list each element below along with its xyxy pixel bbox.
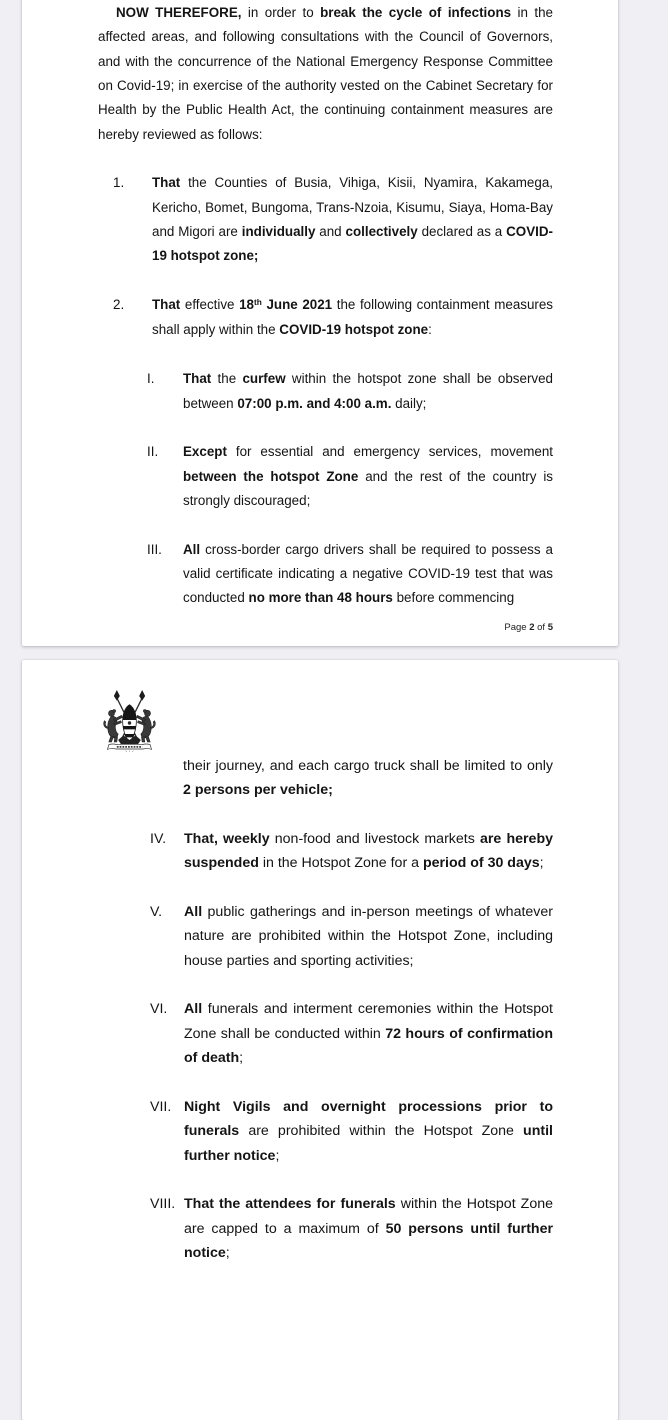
page-2-content	[22, 0, 618, 611]
text-segment: individually	[241, 224, 316, 240]
item-text	[183, 440, 553, 513]
item-text	[183, 367, 553, 416]
text-segment: Except	[183, 444, 227, 460]
text-segment: before commencing	[392, 590, 515, 606]
list-item-vii	[98, 1095, 553, 1168]
text-segment: the following containment measures shall apply within the	[152, 297, 554, 338]
text-segment: non-food and livestock markets	[269, 831, 480, 848]
text-segment: funerals and interment ceremonies within the Hotspot Zone shall be conducted within	[184, 1001, 553, 1042]
item-text	[152, 293, 553, 343]
text-segment: ;	[275, 1147, 280, 1164]
text-segment: 50 persons until further notice	[184, 1220, 553, 1261]
item-text	[184, 997, 553, 1070]
text-segment: are hereby suspended	[184, 831, 553, 872]
text-segment: 72 hours of confirmation of death	[184, 1025, 553, 1067]
text-segment: All	[184, 904, 203, 921]
list-marker: VI.	[150, 1001, 168, 1018]
list-item-1	[98, 171, 553, 268]
text-segment: are prohibited within the Hotspot Zone	[239, 1123, 524, 1140]
document-page-2	[22, 0, 618, 646]
item-text	[184, 900, 553, 973]
item-text	[183, 538, 553, 611]
text-segment: 07:00 p.m. and 4:00 a.m.	[237, 395, 392, 411]
list-item-i	[98, 367, 553, 416]
text-segment: declared as a	[417, 224, 507, 240]
text-segment: in order to	[241, 5, 321, 20]
text-segment: That	[183, 371, 212, 387]
text-segment: That the attendees for funerals	[184, 1196, 396, 1213]
text-segment: 2	[529, 622, 535, 633]
text-segment: public gatherings and in-person meetings of whatever nature are prohibited within the Hotspot Zone, including house parties and sporting activities;	[184, 904, 553, 969]
text-segment: 5	[547, 622, 553, 633]
text-segment: NOW THEREFORE,	[116, 5, 242, 20]
list-item-iv	[98, 827, 553, 876]
list-marker: I.	[147, 371, 155, 387]
text-segment: cross-border cargo drivers shall be required to possess a valid certificate indicating a negative COVID-19 test that was conducted	[183, 541, 553, 606]
text-segment: ;	[539, 855, 544, 872]
text-segment: That, weekly	[184, 831, 270, 848]
text-segment: their journey, and each cargo truck shall be limited to only	[183, 758, 553, 774]
text-segment: COVID-19 hotspot zone;	[152, 224, 553, 264]
item-text	[184, 1192, 553, 1265]
list-marker: VII.	[150, 1098, 172, 1115]
text-segment: 18	[239, 297, 255, 313]
text-segment: within the Hotspot Zone are capped to a maximum of	[184, 1196, 553, 1237]
list-item-iii	[98, 538, 553, 611]
text-segment: Night Vigils and overnight processions prior to funerals	[184, 1098, 553, 1140]
text-segment: no more than 48 hours	[248, 590, 393, 606]
list-marker: III.	[147, 541, 162, 557]
list-item-vi	[98, 997, 553, 1070]
text-segment: th	[254, 297, 262, 308]
page-3-content	[22, 690, 618, 1265]
text-segment: 2 persons per vehicle;	[183, 782, 333, 799]
item-text	[152, 171, 553, 268]
text-segment: until further notice	[184, 1123, 553, 1164]
text-segment: effective	[180, 297, 240, 313]
text-segment: daily;	[391, 395, 427, 411]
list-item-ii	[98, 440, 553, 513]
text-segment: ;	[239, 1050, 244, 1067]
item-text	[183, 754, 553, 803]
text-segment: ;	[225, 1244, 230, 1261]
text-segment: the	[211, 371, 243, 387]
text-segment: the Counties of Busia, Vihiga, Kisii, Nyamira, Kakamega, Kericho, Bomet, Bungoma, Trans-Nzoia, Kisumu, Siaya, Homa-Bay and Migori are	[152, 175, 553, 240]
text-segment: and	[315, 224, 346, 240]
list-item-v	[98, 900, 553, 973]
text-segment: between the hotspot Zone	[183, 468, 359, 484]
text-segment: in the affected areas, and following consultations with the Council of Governors, and with the concurrence of the National Emergency Response Committee on Covid-19; in exercise of the authority vested on the Cabinet Secretary for Health by the Public Health Act, the continuing containment measures are hereby reviewed as follows:	[98, 5, 553, 142]
kenya-coat-of-arms-icon	[96, 690, 163, 752]
text-segment: in the Hotspot Zone for a	[258, 855, 423, 872]
list-marker: 1.	[113, 175, 125, 191]
text-segment: COVID-19 hotspot zone	[279, 322, 429, 338]
text-segment: period of 30 days	[422, 855, 540, 872]
text-segment: and the rest of the country is strongly discouraged;	[183, 468, 553, 508]
text-segment: collectively	[345, 224, 418, 240]
list-item-viii	[98, 1192, 553, 1265]
text-segment: All	[184, 1001, 203, 1018]
item-text	[184, 827, 553, 876]
text-segment: All	[183, 541, 201, 557]
text-segment: for essential and emergency services, movement	[226, 444, 553, 460]
text-segment: :	[428, 322, 432, 338]
list-marker: V.	[150, 904, 163, 921]
continuation	[98, 754, 553, 803]
text-segment: curfew	[242, 371, 286, 387]
page-footer	[504, 622, 553, 634]
paragraph	[98, 1, 553, 147]
text-segment: That	[152, 297, 181, 313]
list-marker: II.	[147, 444, 159, 460]
list-marker: VIII.	[150, 1196, 176, 1213]
list-marker: 2.	[113, 297, 125, 313]
list-item-2	[98, 293, 553, 343]
item-text	[98, 1, 553, 147]
text-segment: break the cycle of infections	[320, 5, 512, 20]
text-segment: within the hotspot zone shall be observed between	[183, 371, 554, 411]
item-text	[184, 1095, 553, 1168]
list-marker: IV.	[150, 831, 167, 848]
text-segment: June 2021	[261, 297, 333, 313]
text-segment: of	[534, 622, 548, 633]
text-segment: Page	[504, 622, 530, 633]
text-segment: That	[152, 175, 181, 191]
document-page-3	[22, 660, 618, 1420]
